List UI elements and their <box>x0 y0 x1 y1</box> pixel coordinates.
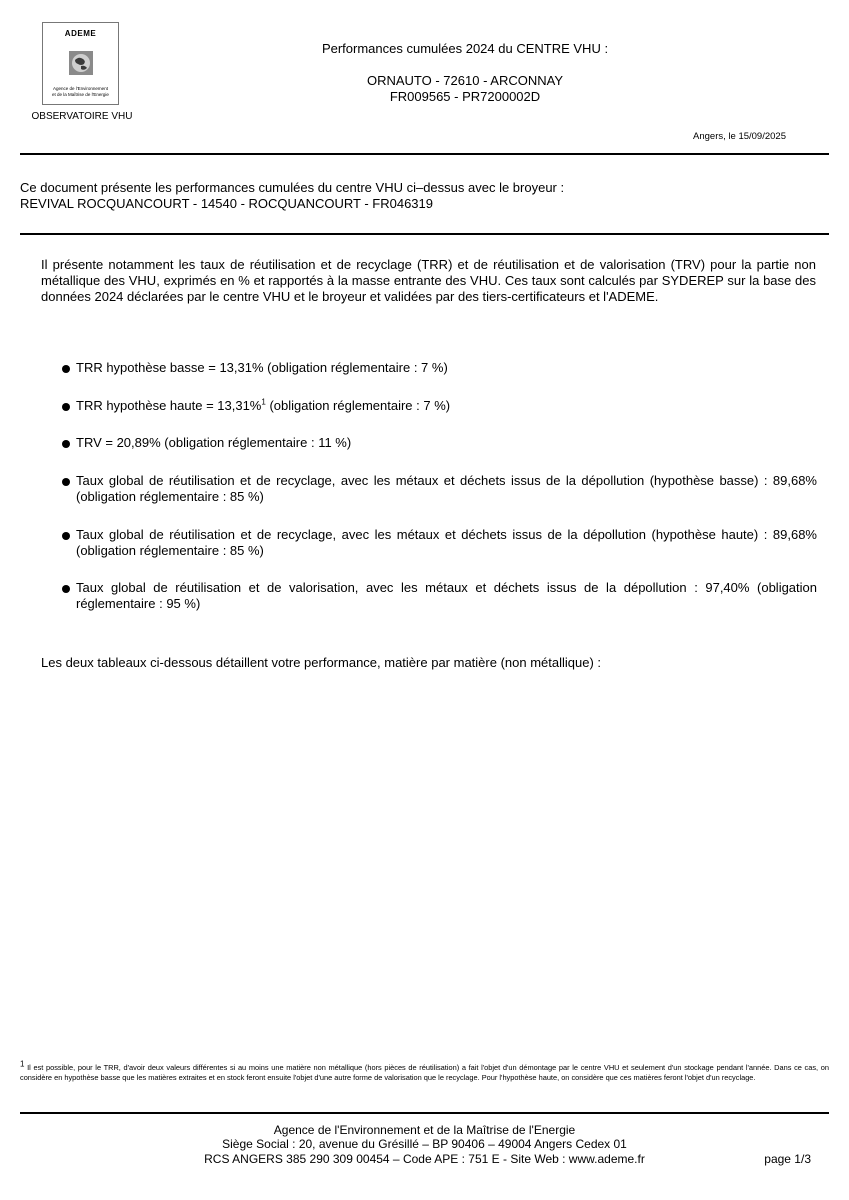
footnote-marker: 1 <box>20 1059 25 1069</box>
footer-address: Siège Social : 20, avenue du Grésillé – BP 90406 – 49004 Angers Cedex 01 <box>222 1137 627 1151</box>
bullet-global-recycling-low <box>62 473 817 505</box>
bullet-global-valorisation <box>62 580 817 612</box>
center-identifiers: FR009565 - PR7200002D <box>389 89 541 104</box>
footer-registration: RCS ANGERS 385 290 309 00454 – Code APE : 751 E - Site Web : www.ademe.fr <box>204 1152 645 1166</box>
footnote-ref: 1 <box>261 397 266 407</box>
bullet-text: TRR hypothèse basse = 13,31% (obligation réglementaire : 7 %) <box>76 360 448 375</box>
observatoire-label: OBSERVATOIRE VHU <box>31 111 133 122</box>
footnote <box>20 1059 829 1082</box>
intro-block <box>20 180 820 212</box>
footer-divider <box>20 1112 829 1114</box>
logo-caption-line-1: Agence de l'Environnement <box>53 86 108 91</box>
intro-line-1: Ce document présente les performances cumulées du centre VHU ci–dessus avec le broyeur : <box>20 180 565 195</box>
bullet-dot <box>62 365 70 373</box>
bullet-dot <box>62 403 70 411</box>
bullet-text: Taux global de réutilisation et de recyclage, avec les métaux et déchets issus de la dépollution (hypothèse haute) : 89,68% (obligation réglementaire : 85 %) <box>76 527 817 558</box>
bullet-trv <box>62 435 817 451</box>
ademe-logo <box>42 22 119 105</box>
logo-title: ADEME <box>64 29 97 38</box>
center-name: ORNAUTO - 72610 - ARCONNAY <box>366 73 563 88</box>
bullet-text-rest: (obligation réglementaire : 7 %) <box>265 398 451 413</box>
rates-description: Il présente notamment les taux de réutilisation et de recyclage (TRR) et de réutilisation et de valorisation (TRV) pour la partie non métallique des VHU, exprimés en % et rapportés à la masse entrante des VHU. Ces taux sont calculés par SYDEREP sur la base des données 2024 déclarées par le centre VHU et le broyeur et validées par des tiers-certificateurs et l'ADEME. <box>41 257 816 304</box>
bullet-trr-high <box>62 398 817 414</box>
bullet-text-main: TRR hypothèse haute = 13,31% <box>76 398 262 413</box>
header-divider <box>20 153 829 155</box>
bullet-dot <box>62 478 70 486</box>
bullet-trr-low <box>62 360 817 376</box>
bullet-dot <box>62 532 70 540</box>
footer-agency: Agence de l'Environnement et de la Maîtrise de l'Energie <box>273 1123 576 1137</box>
document-date: Angers, le 15/09/2025 <box>693 131 786 142</box>
bullet-text: Taux global de réutilisation et de valorisation, avec les métaux et déchets issus de la dépollution : 97,40% (obligation réglementaire : 95 %) <box>76 580 817 611</box>
bullet-global-recycling-high <box>62 527 817 559</box>
footnote-text: Il est possible, pour le TRR, d'avoir deux valeurs différentes si au moins une matière non métallique (hors pièces de réutilisation) a fait l'objet d'un démontage par le centre VHU et seulement d'un stockage pendant l'année. Dans ce cas, on considère en hypothèse basse que les matières extraites et en stock feront ensuite l'objet d'une autre forme de valorisation que le recyclage. Pour l'hypothèse haute, on considère que ces matières feront l'objet d'un recyclage. <box>20 1063 829 1082</box>
logo-caption <box>45 86 116 97</box>
bullet-dot <box>62 585 70 593</box>
logo-caption-line-2: et de la Maîtrise de l'Energie <box>52 91 109 97</box>
tables-intro: Les deux tableaux ci-dessous détaillent votre performance, matière par matière (non métallique) : <box>41 655 602 670</box>
bullet-text: TRV = 20,89% (obligation réglementaire : 11 %) <box>76 435 352 450</box>
intro-divider <box>20 233 829 235</box>
document-title: Performances cumulées 2024 du CENTRE VHU : <box>321 41 609 56</box>
page-number: page 1/3 <box>764 1152 811 1166</box>
bullet-text <box>76 398 817 414</box>
bullet-dot <box>62 440 70 448</box>
bullet-text: Taux global de réutilisation et de recyclage, avec les métaux et déchets issus de la dépollution (hypothèse basse) : 89,68% (obligation réglementaire : 85 %) <box>76 473 817 504</box>
intro-line-2: REVIVAL ROCQUANCOURT - 14540 - ROCQUANCOURT - FR046319 <box>20 196 433 211</box>
globe-icon <box>69 51 93 75</box>
